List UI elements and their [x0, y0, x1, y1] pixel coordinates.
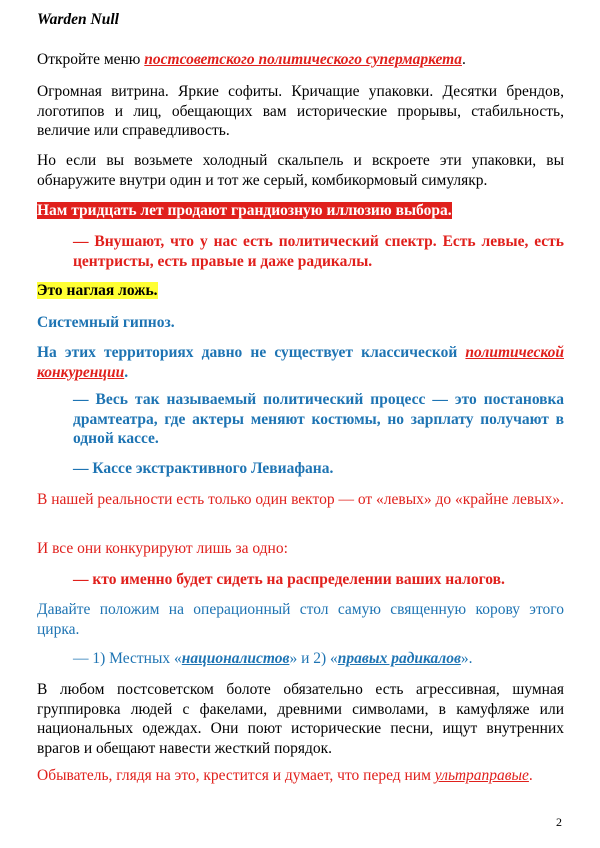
text-run: ».	[460, 650, 473, 667]
author-name: Warden Null	[37, 11, 119, 28]
paragraph-sacred-cow: Давайте положим на операционный стол самую священную корову этого цирка.	[37, 601, 564, 638]
paragraph-taxes: — кто именно будет сидеть на распределении ваших налогов.	[73, 571, 505, 588]
paragraph-nationalists	[73, 649, 564, 669]
paragraph-vector: В нашей реальности есть только один вектор — от «левых» до «крайне левых».	[37, 491, 564, 508]
paragraph-showcase: Огромная витрина. Яркие софиты. Кричащие упаковки. Десятки брендов, логотипов и лиц, обещающих вам исторические прорывы, стабильность, величие или справедливость.	[37, 83, 564, 139]
link-supermarket[interactable]: постсоветского политического супермаркета	[144, 51, 462, 68]
paragraph-spectrum: — Внушают, что у нас есть политический спектр. Есть левые, есть центристы, есть правые и даже радикалы.	[73, 233, 564, 270]
text-run: — 1) Местных «	[73, 650, 182, 667]
text-run: .	[461, 51, 466, 68]
paragraph-theatre: — Весь так называемый политический процесс — это постановка драмтеатра, где актеры меняют костюмы, но зарплату получают в одной кассе.	[73, 391, 564, 447]
paragraph-philistine	[37, 766, 564, 786]
text-run: Обыватель, глядя на это, крестится и думает, что перед ним	[37, 767, 435, 784]
paragraph-hypnosis: Системный гипноз.	[37, 314, 175, 331]
text-run: .	[124, 363, 129, 381]
paragraph-competition	[37, 343, 564, 382]
paragraph-intro	[37, 50, 564, 70]
text-run: .	[528, 767, 533, 784]
link-ultraright[interactable]: ультраправые	[434, 767, 529, 784]
paragraph-scalpel: Но если вы возьмете холодный скальпель и вскроете эти упаковки, вы обнаружите внутри один и тот же серый, комбикормовый симулякр.	[37, 152, 564, 189]
paragraph-lie	[37, 281, 564, 301]
paragraph-illusion	[37, 201, 564, 221]
page-number: 2	[556, 815, 562, 829]
text-run: На этих территориях давно не существует классической	[37, 344, 466, 361]
text-run: » и 2) «	[289, 650, 338, 667]
link-competition[interactable]: политической конкуренции	[37, 344, 564, 381]
paragraph-swamp: В любом постсоветском болоте обязательно есть агрессивная, шумная группировка людей с факелами, древними символами, в камуфляже или национальных одеждах. Они поют исторические песни, ищут внутренних врагов и обещают навести жесткий порядок.	[37, 681, 564, 757]
paragraph-leviathan: — Кассе экстрактивного Левиафана.	[73, 460, 334, 477]
paragraph-compete: И все они конкурируют лишь за одно:	[37, 540, 288, 557]
highlighted-red-sentence: Нам тридцать лет продают грандиозную иллюзию выбора.	[37, 202, 452, 219]
text-run: Откройте меню	[37, 51, 145, 68]
link-nationalists[interactable]: националистов	[181, 650, 290, 667]
link-right-radicals[interactable]: правых радикалов	[337, 650, 461, 667]
highlighted-yellow-sentence: Это наглая ложь.	[37, 282, 158, 299]
